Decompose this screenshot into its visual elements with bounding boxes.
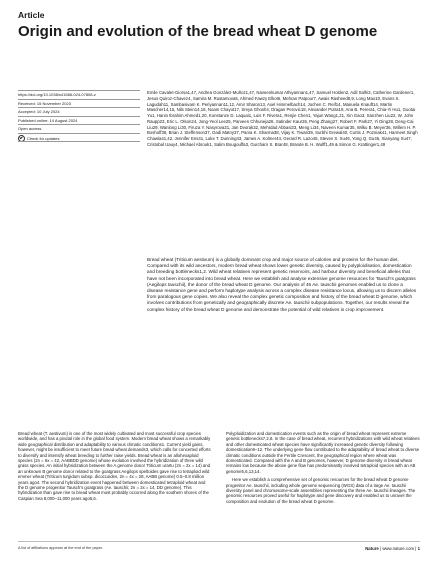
journal-name: Nature: [365, 546, 379, 551]
page-number: 1: [417, 546, 420, 551]
abstract: Bread wheat (Triticum aestivum) is a globally dominant crop and major source of calories and proteins for the human diet. Compared with its wild ancestors, modern bread wheat shows lower genetic diversity, caused by polyploidisation, domestication and breeding bottlenecks1,2. Wild wheat relatives represent genetic reservoirs, and harbour diversity and beneficial alleles that have not been incorporated into bread wheat. Here we establish and analyse extensive genome resources for Tausch's goatgrass (Aegilops tauschii), the donor of the bread wheat D genome. Our analysis of 46 Ae. tauschii genomes enabled us to clone a disease resistance gene and perform haplotype analysis across a complex disease resistance locus, allowing us to discern alleles from paralogous gene copies. We also reveal the complex genetic composition and history of the bread wheat D genome, which involves contributions from genetically and geographically discrete Ae. tauschii subpopulations. Together, our results reveal the complex history of the bread wheat D genome and demonstrate the potential of wild relatives in crop improvement.: [147, 257, 417, 312]
body-column-left: [18, 431, 212, 507]
affiliations-footnote: A list of affiliations appears at the end of the paper.: [18, 546, 103, 550]
article-metadata: [18, 90, 140, 142]
open-access-label: Open access: [18, 124, 140, 133]
page-footer: [365, 546, 420, 551]
article-title: Origin and evolution of the bread wheat D genome: [18, 23, 378, 40]
footer-separator: |: [380, 546, 383, 551]
body-paragraph: Polyploidization and domestication events such as the origin of bread wheat represent extreme genetic bottlenecks7,2,8. In the case of bread wheat, recurrent hybridizations with wild wheat relatives and other domesticated wheat species have significantly increased genetic diversity following domestication9–12. The underlying gene flow contributed to the adaptability of bread wheat to diverse climatic conditions outside the Fertile Crescent, the geographical region where wheat was domesticated. Compared with the A and B genomes, however, D genome diversity in bread wheat remains low because the above gene flow has predominantly involved tetraploid species with an AB genome5,6,13,14.: [226, 431, 420, 474]
received-date: Received: 15 November 2023: [18, 99, 140, 108]
check-for-updates-label: Check for updates: [27, 135, 60, 141]
footer-separator: |: [415, 546, 418, 551]
author-list: Emile Cavalet-Giorsa1,47, Andrea González-Muñoz1,47, Naveenkumar Athiyannan1,47, Samuel Holden2, Adil Salhi3, Catherine Gardener1, Jesus Quiroz-Chavez4, Samira M. Rustamova5, Ahmed Fawzy Elkot6, Mehran Patpour7, Awais Rasheed8,9, Long Mao10, Evans S. Lagudah11, Sambasivam K. Periyannan11,12, Amir Sharon13, Axel Himmelbach14, Jochen C. Reif14, Manuela Knauft14, Martin Mascher14,15, Nils Stein14,16, Noam Chayut17, Sreya Ghosh4, Dragan Perovic18, Alexander Putra19, Ana B. Perera1, Chia-Yi Hu1, Guotai Yu1, Hanin Ibrahim Ahmed1,20, Konstanze D. Laquai1, Luis F. Rivera1, Renjie Chen1, Yajun Wang1,21, Xin Gao3, Sanzhen Liu22, W. John Raupp23, Eric L. Olson24, Jong-Yeol Lee25, Parveen Chhuneja26, Satinder Kaur26, Peng Zhang27, Robert F. Park27, Yi Ding28, Deng-Cai Liu29, Wanlong Li30, Firuza Y. Nasyrova31, Jan Dvorak32, Mehrdad Abbasi33, Meng Li34, Naveen Kumar35, Wilku B. Meyer36, Willem H. P. Boshoff36, Brian J. Steffenson37, Oadi Matny37, Parva K. Sharma38, Vijay K. Tiwari39, Surbhi Grewal40, Curtis J. Pozniak41, Harmeet Singh Chawla41,42, Jennifer Ens41, Luke T. Dunning43, James A. Kolmer44, Gerard R. Lazo45, Steven S. Xu46, Yong Q. Gu45, Xianyang Xu47, Cristobal Uauy4, Michael Abrouk1, Salim Bougouffa3, Gurcharn S. Brar48, Brande B. H. Wulff1,49 & Simon G. Krattinger1,49: [147, 90, 418, 147]
body-text: [18, 431, 420, 507]
check-circle-icon: [18, 135, 25, 142]
accepted-date: Accepted: 10 July 2024: [18, 107, 140, 116]
body-paragraph: Here we establish a comprehensive set of genomic resources for the bread wheat D genome progenitor Ae. tauschii, including whole genome sequencing (WGS) data of a large Ae. tauschii diversity panel and chromosome-scale assemblies representing the three Ae. tauschii lineages. The genomic resources proved useful for haplotype and gene discovery and enabled us to unravel the composition and evolution of the bread wheat D genome.: [226, 477, 416, 504]
body-column-right: [226, 431, 420, 507]
footer-divider: [18, 541, 420, 542]
published-date: Published online: 14 August 2024: [18, 116, 140, 125]
journal-site[interactable]: www.nature.com: [382, 546, 415, 551]
check-for-updates-button[interactable]: [18, 133, 140, 143]
doi-link[interactable]: https://doi.org/10.1038/s41586-024-07808-z: [18, 90, 140, 99]
article-type-label: Article: [18, 10, 45, 20]
body-paragraph: Bread wheat (T. aestivum) is one of the most widely cultivated and most successful crop species worldwide, and has a pivotal role in the global food system. Modern bread wheat shows a remarkably wide geographical distribution and adaptability to various climatic conditions1. Current yield gains, however, might be insufficient to meet future bread wheat demands3, which calls for concerted efforts to diversify and intensify wheat breeding to further raise yields. Bread wheat is an allohexaploid species (2n = 6x = 42, AABBDD genome) whose evolution involved the hybridization of three wild grass species. An initial hybridization between the A genome donor Triticum urartu (2n = 2x = 14) and an unknown B genome donor related to the goatgrass Aegilops speltoides gave rise to tetraploid wild emmer wheat (Triticum turgidum subsp. dicoccoides, 2n = 4x = 28, AABB genome) 0.5–0.8 million years ago4. The second hybridization event happened between domesticated tetraploid wheat and the D genome progenitor Tausch's goatgrass (Ae. tauschii; 2n = 2x = 14, DD genome). This hybridization than gave rise to bread wheat most probably occurred along the southern shores of the Caspian Sea 8,000–11,000 years ago5,6.: [18, 431, 211, 501]
